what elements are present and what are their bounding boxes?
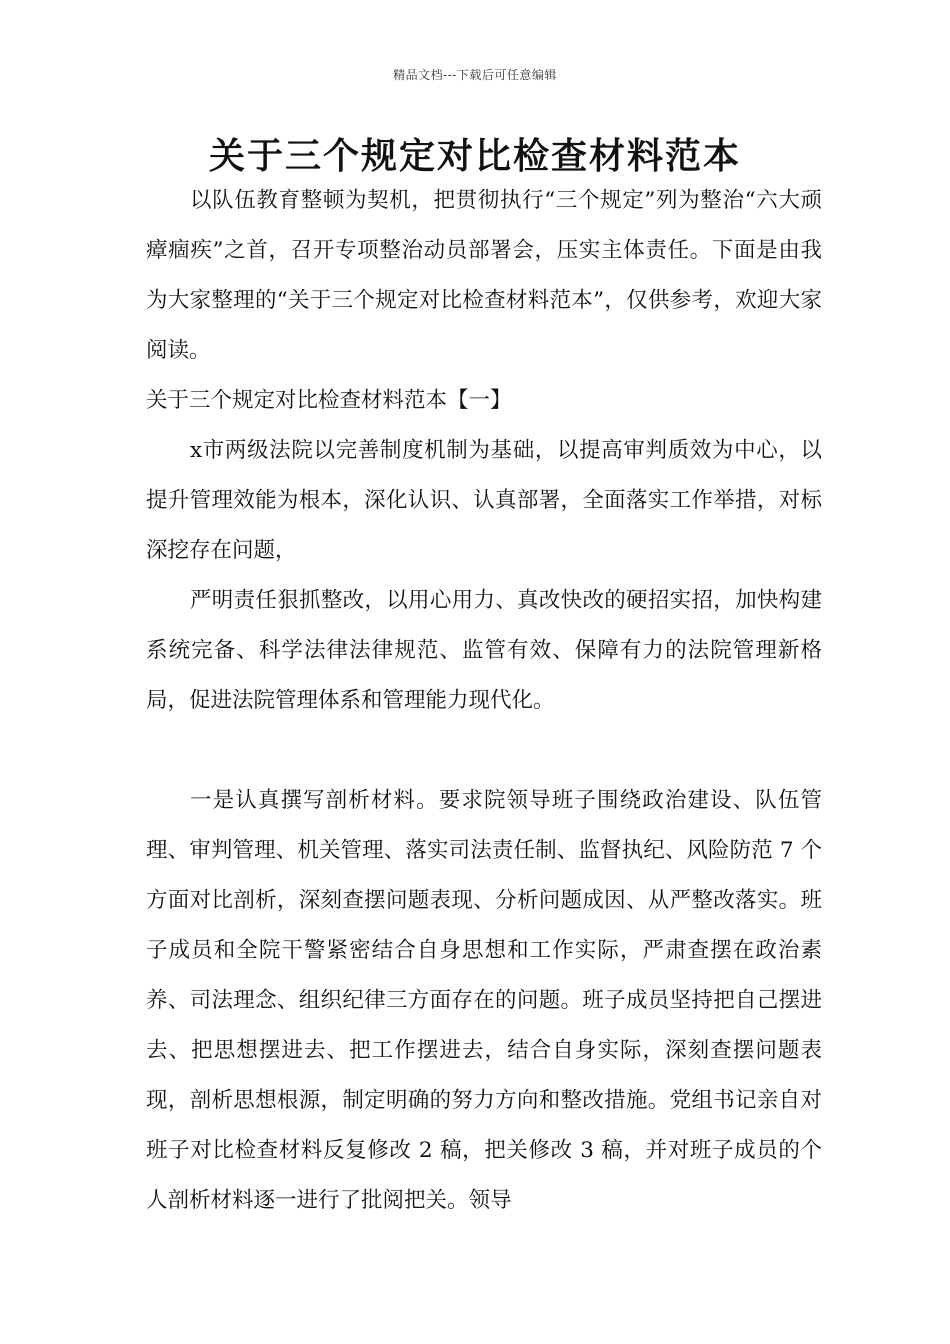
document-title: 关于三个规定对比检查材料范本 [208,136,741,177]
paragraph-2: 严明责任狠抓整改，以用心用力、真改快改的硬招实招，加快构建系统完备、科学法律法律规范、监管有效、保障有力的法院管理新格局，促进法院管理体系和管理能力现代化。 [146,588,822,713]
document-body [146,176,822,1226]
paragraph-1: x市两级法院以完善制度机制为基础，以提高审判质效为中心，以提升管理效能为根本，深化认识、认真部署，全面落实工作举措，对标深挖存在问题， [146,438,822,563]
section-heading: 关于三个规定对比检查材料范本【一】 [146,388,512,413]
blank-line [146,726,822,776]
intro-paragraph: 以队伍教育整顿为契机，把贯彻执行“三个规定”列为整治“六大顽瘴痼疾”之首，召开专项整治动员部署会，压实主体责任。下面是由我为大家整理的“关于三个规定对比检查材料范本”，仅供参考，欢迎大家阅读。 [146,188,822,363]
header-note: 精品文档---下载后可任意编辑 [393,68,557,82]
paragraph-3: 一是认真撰写剖析材料。要求院领导班子围绕政治建设、队伍管理、审判管理、机关管理、落实司法责任制、监督执纪、风险防范 7 个方面对比剖析，深刻查摆问题表现、分析问题成因、从严整改落实。班子成员和全院干警紧密结合自身思想和工作实际，严肃查摆在政治素养、司法理念、组织纪律三方面存在的问题。班子成员坚持把自己摆进去、把思想摆进去、把工作摆进去，结合自身实际，深刻查摆问题表现，剖析思想根源，制定明确的努力方向和整改措施。党组书记亲自对班子对比检查材料反复修改 2 稿，把关修改 3 稿，并对班子成员的个人剖析材料逐一进行了批阅把关。领导 [146,788,822,1213]
